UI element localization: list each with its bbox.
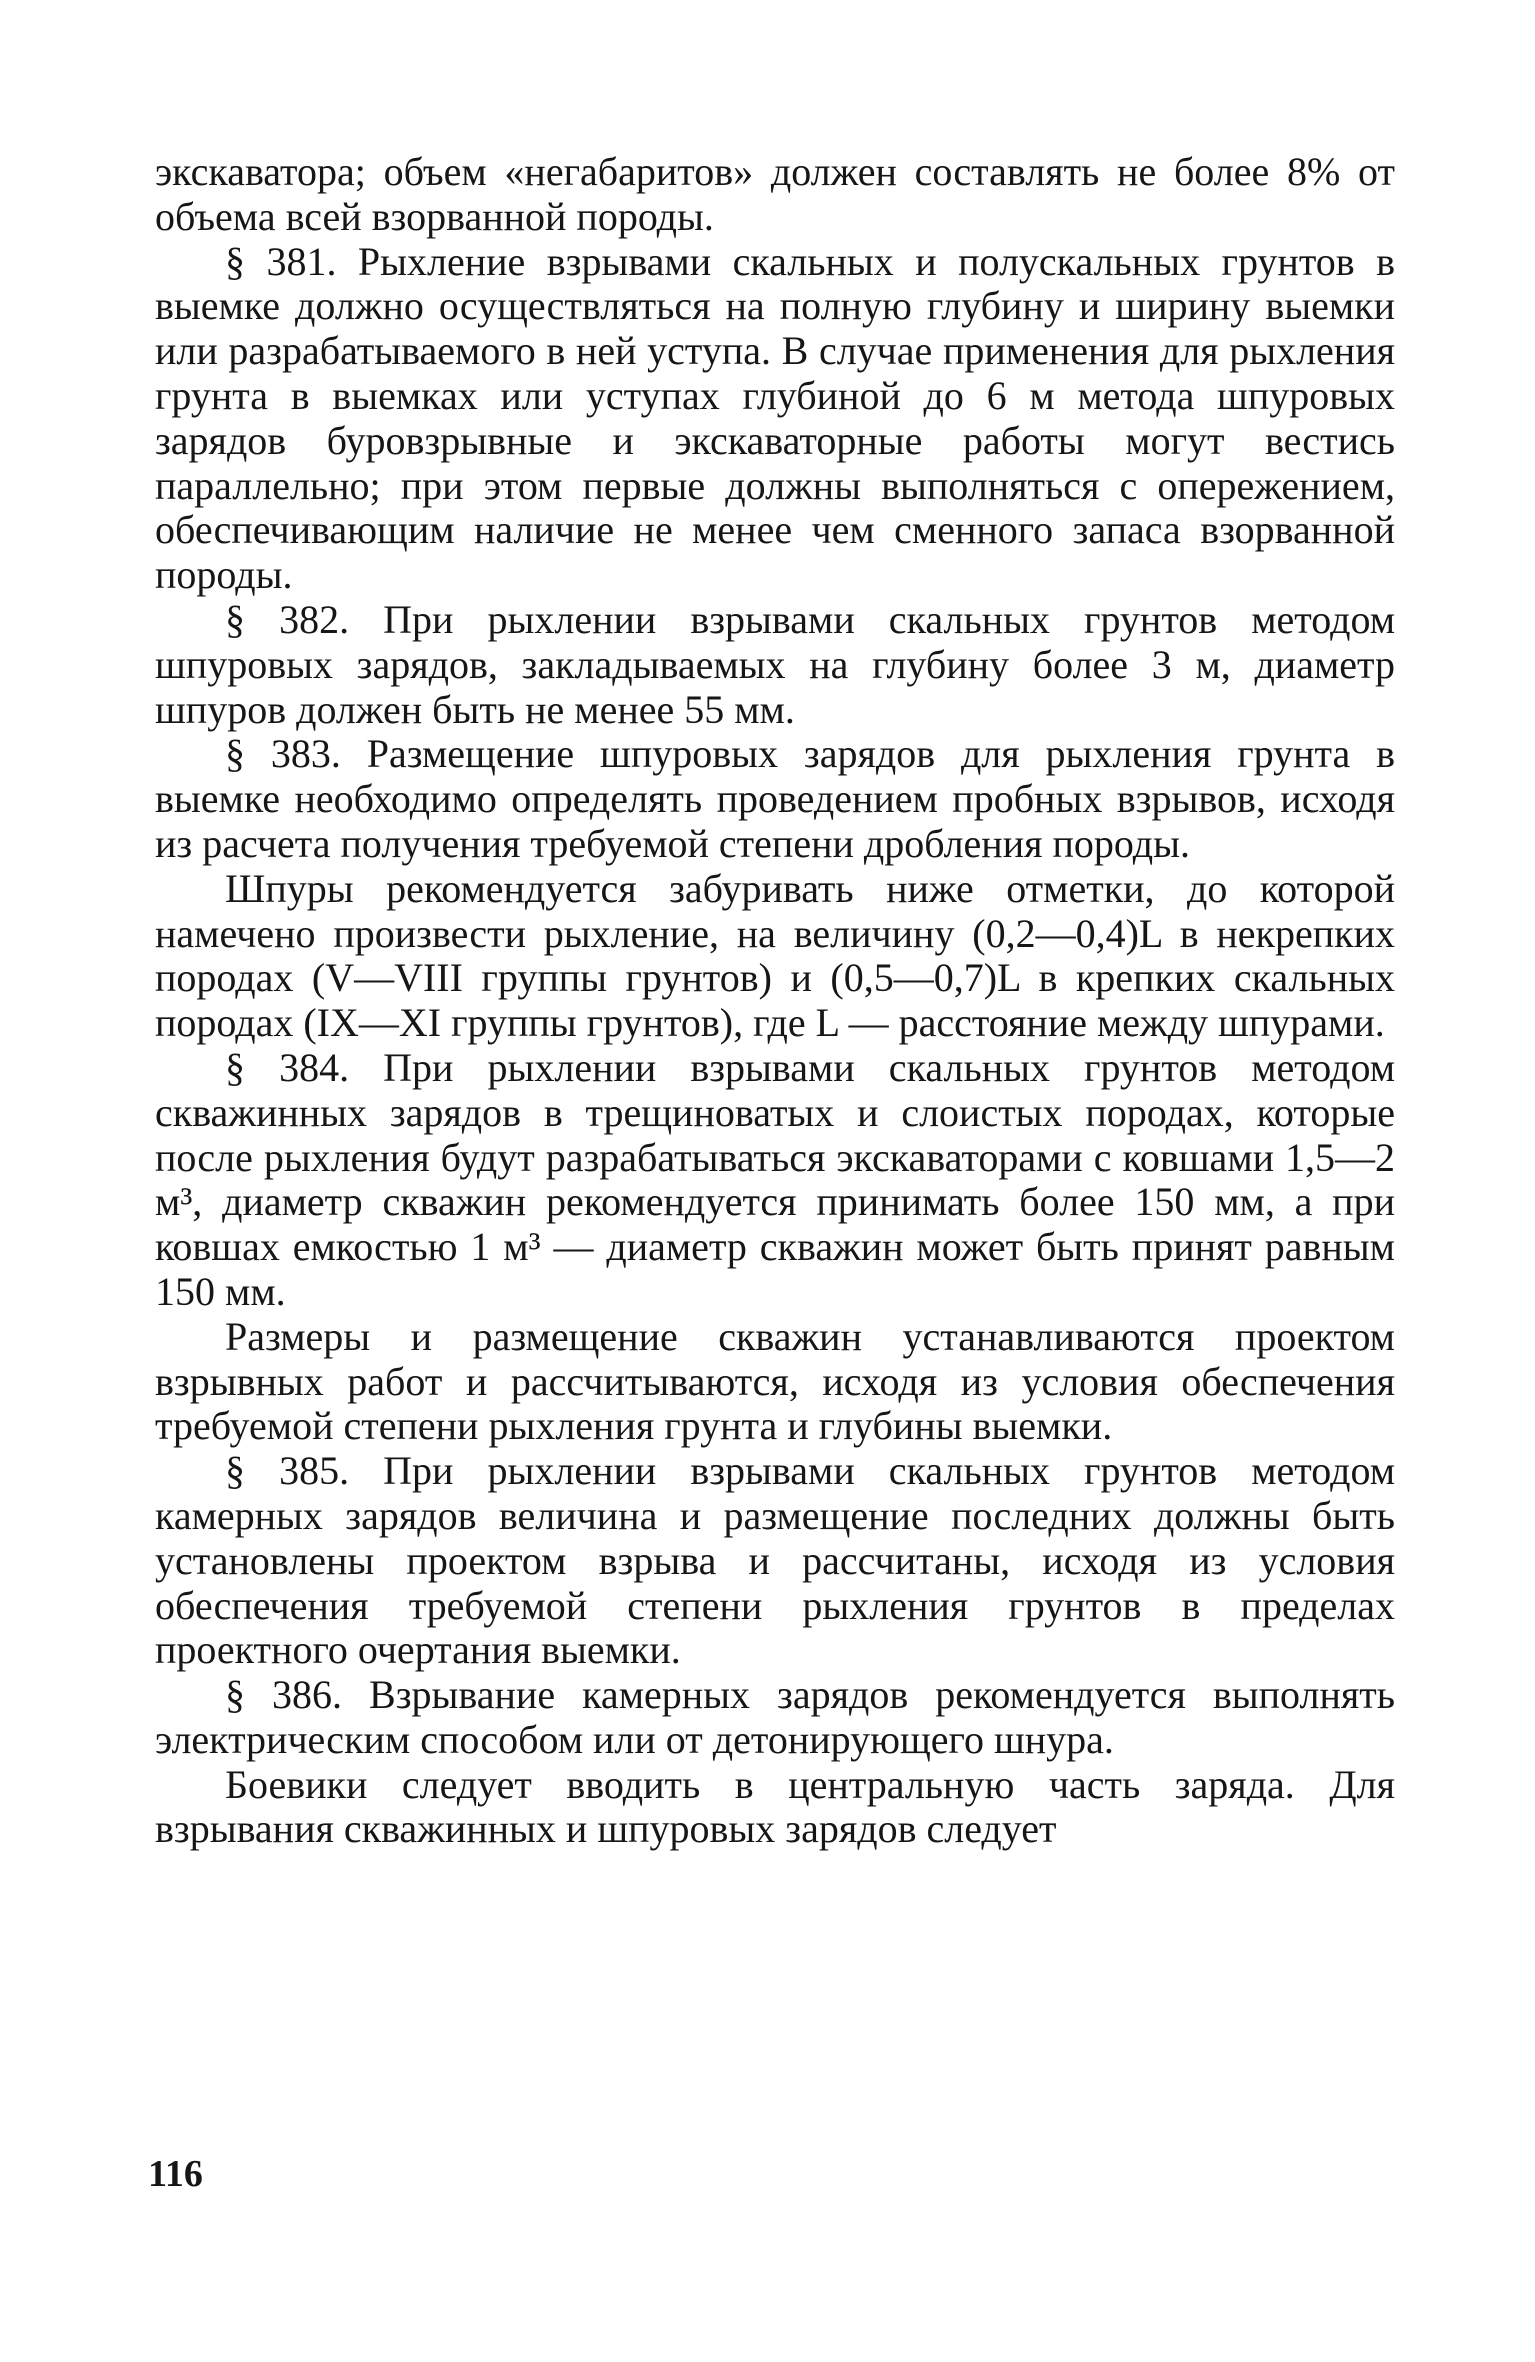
paragraph-381: § 381. Рыхление взрывами скальных и полускальных грунтов в выемке должно осуществляться на полную глубину и ширину выемки или разрабатываемого в ней уступа. В случае применения для рыхления грунта в выемках или уступах глубиной до 6 м метода шпуровых зарядов буровзрывные и экскаваторные работы могут вестись параллельно; при этом первые должны выполняться с опережением, обеспечивающим наличие не менее чем сменного запаса взорванной породы. — [155, 238, 1395, 598]
paragraph-385: § 385. При рыхлении взрывами скальных грунтов методом камерных зарядов величина и размещение последних должны быть установлены проектом взрыва и рассчитаны, исходя из условия обеспечения требуемой степени рыхления грунтов в пределах проектного очертания выемки. — [155, 1448, 1395, 1673]
paragraph-382: § 382. При рыхлении взрывами скальных грунтов методом шпуровых зарядов, закладываемых на глубину более 3 м, диаметр шпуров должен быть не менее 55 мм. — [155, 596, 1395, 732]
paragraph-384-note: Размеры и размещение скважин устанавливаются проектом взрывных работ и рассчитываются, исходя из условия обеспечения требуемой степени рыхления грунта и глубины выемки. — [155, 1313, 1395, 1449]
paragraph-384: § 384. При рыхлении взрывами скальных грунтов методом скважинных зарядов в трещиноватых и слоистых породах, которые после рыхления будут разрабатываться экскаваторами с ковшами 1,5—2 м³, диаметр скважин рекомендуется принимать более 150 мм, а при ковшах емкостью 1 м³ — диаметр скважин может быть принят равным 150 мм. — [155, 1044, 1395, 1314]
page-text — [155, 150, 1395, 1852]
paragraph-386: § 386. Взрывание камерных зарядов рекомендуется выполнять электрическим способом или от детонирующего шнура. — [155, 1672, 1395, 1762]
paragraph-1: экскаватора; объем «негабаритов» должен составлять не более 8% от объема всей взорванной породы. — [155, 149, 1395, 239]
paragraph-383-note: Шпуры рекомендуется забуривать ниже отметки, до которой намечено произвести рыхление, на величину (0,2—0,4)L в некрепких породах (V—VIII группы грунтов) и (0,5—0,7)L в крепких скальных породах (IX—XI группы грунтов), где L — расстояние между шпурами. — [155, 865, 1395, 1046]
paragraph-383: § 383. Размещение шпуровых зарядов для рыхления грунта в выемке необходимо определять проведением пробных взрывов, исходя из расчета получения требуемой степени дробления породы. — [155, 731, 1395, 866]
page-number: 116 — [148, 2153, 203, 2195]
paragraph-386-note: Боевики следует вводить в центральную часть заряда. Для взрывания скважинных и шпуровых зарядов следует — [155, 1761, 1395, 1852]
